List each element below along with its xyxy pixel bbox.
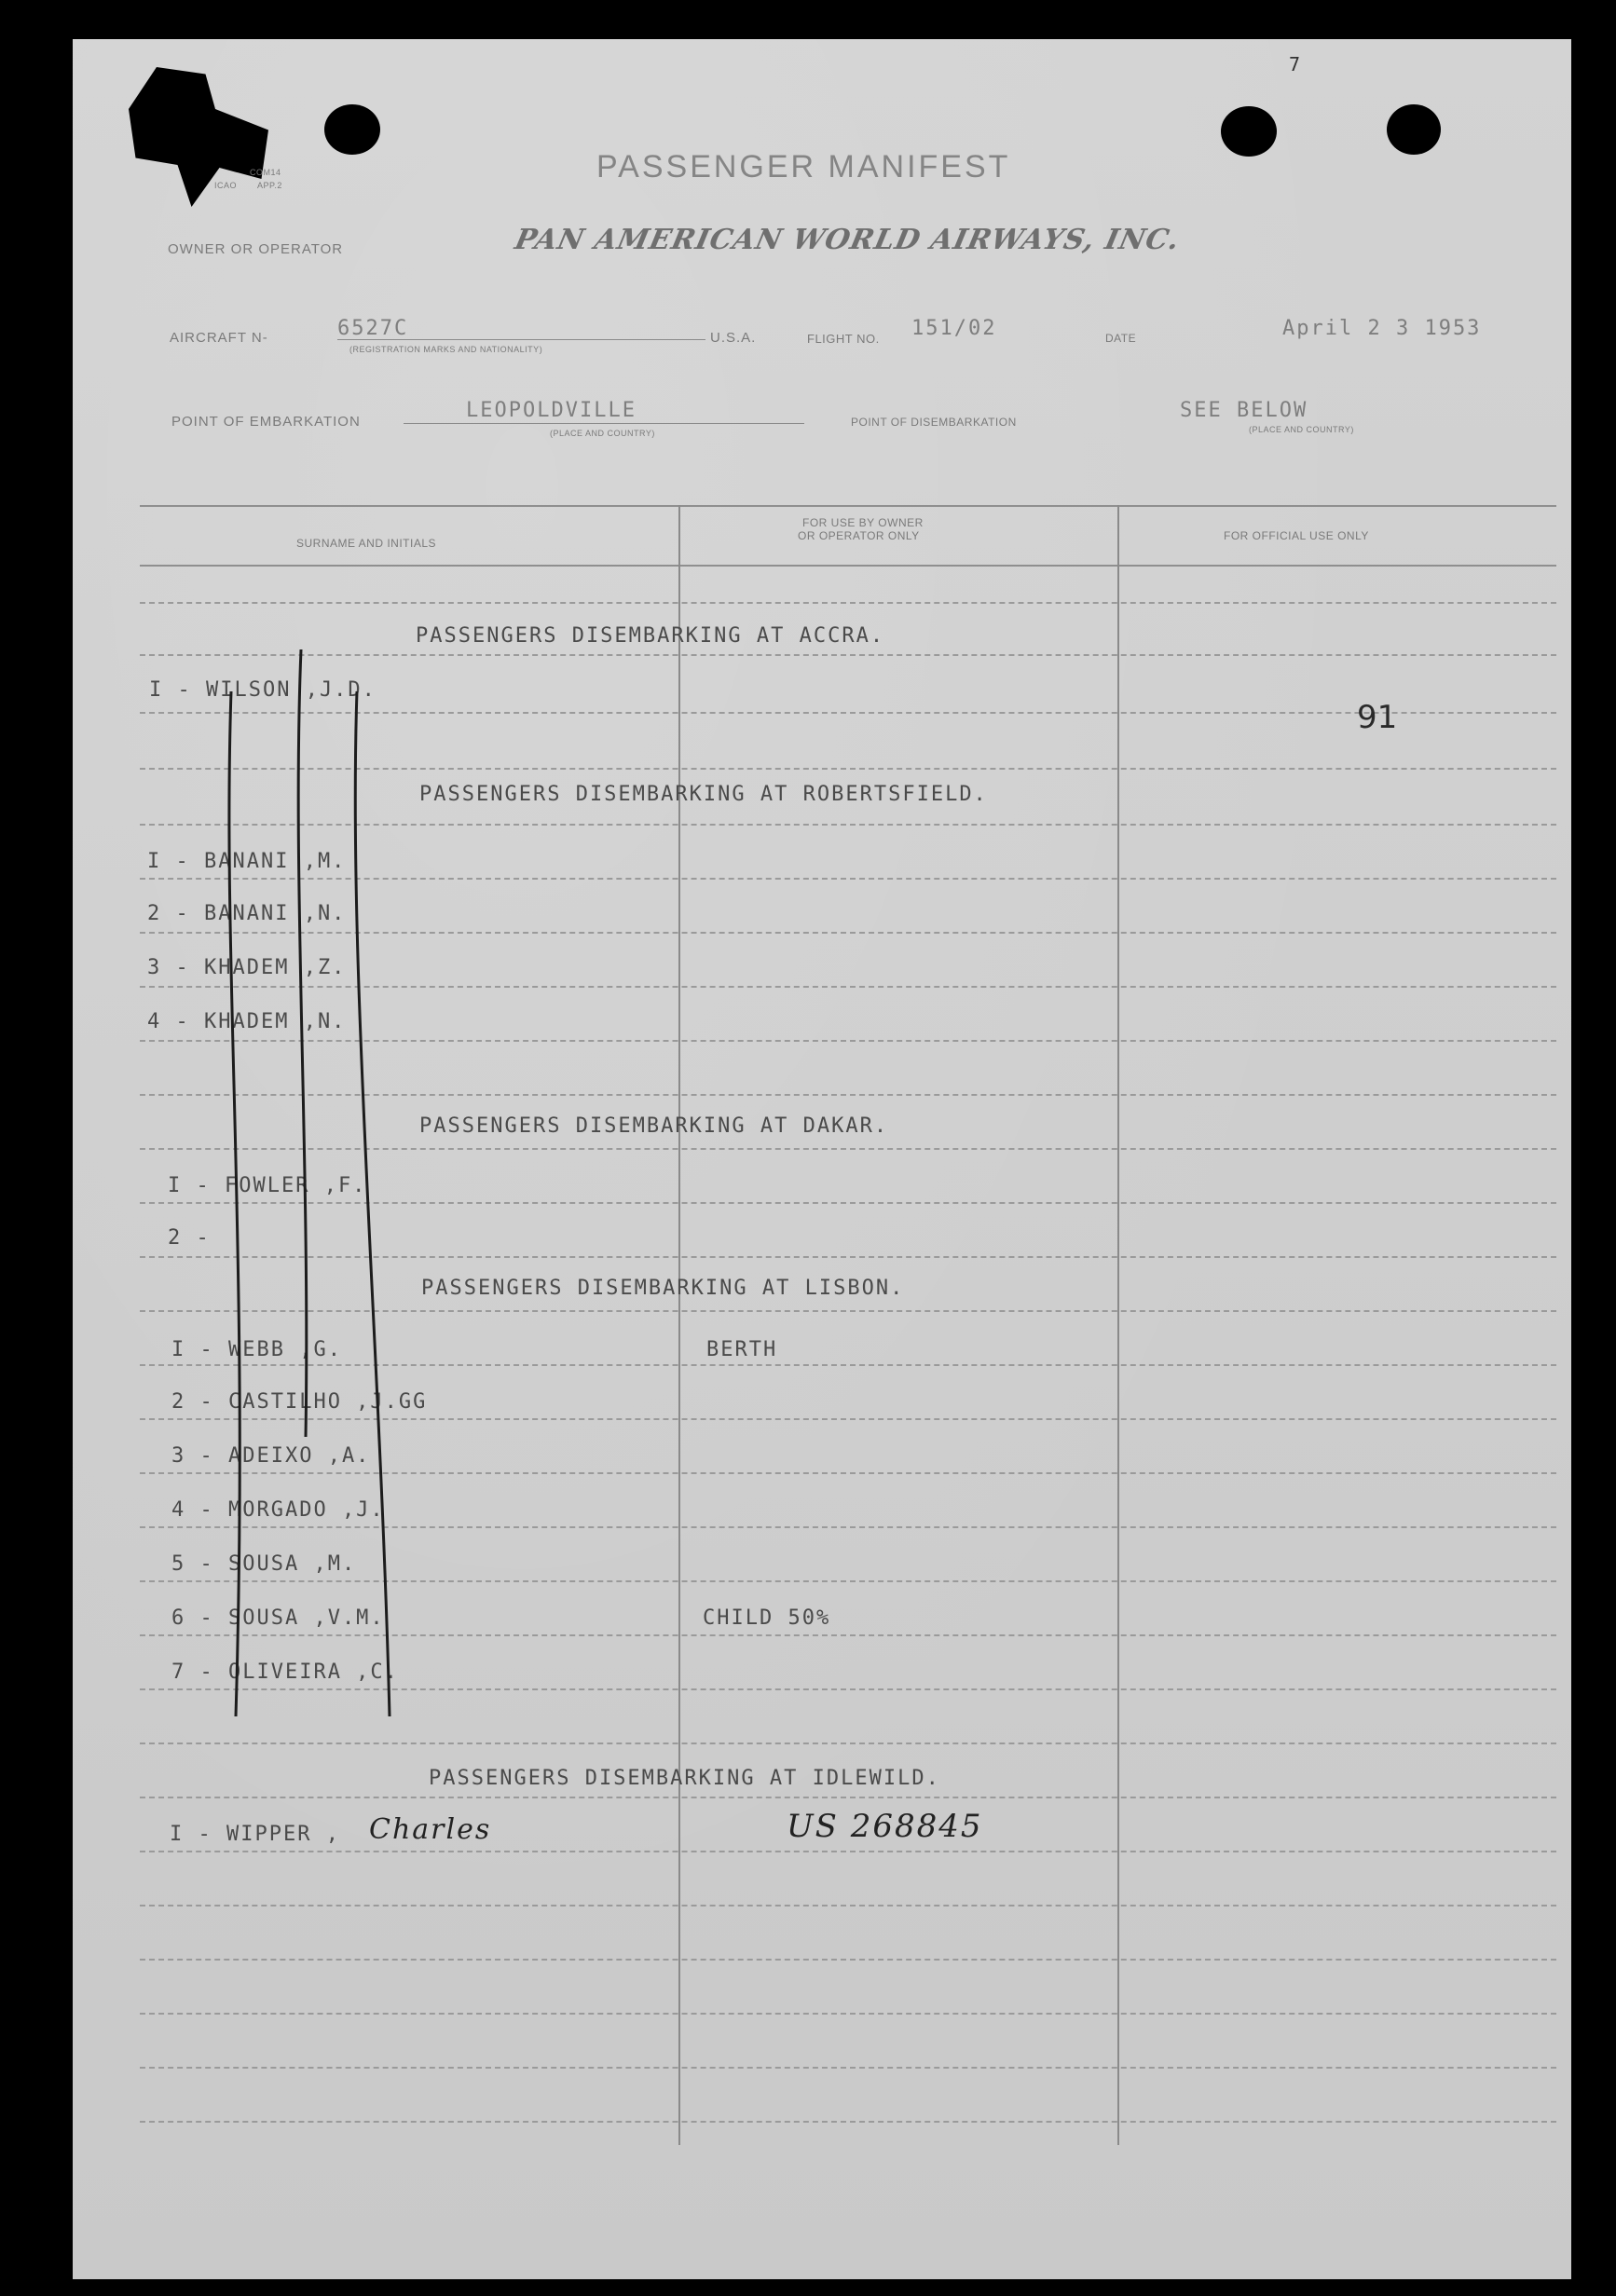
date-value: April 2 3 1953 bbox=[1282, 317, 1482, 340]
owner-use-header: FOR USE BY OWNER bbox=[802, 516, 924, 529]
passenger-note: BERTH bbox=[706, 1338, 778, 1361]
official-mark: 91 bbox=[1357, 699, 1398, 736]
page-title: PASSENGER MANIFEST bbox=[596, 149, 1011, 184]
section-heading-idlewild: PASSENGERS DISEMBARKING AT IDLEWILD. bbox=[429, 1767, 940, 1790]
passenger-entry: I - WIPPER , bbox=[170, 1823, 340, 1846]
passenger-entry: I - WILSON ,J.D. bbox=[149, 678, 377, 702]
flight-value: 151/02 bbox=[911, 317, 997, 340]
embarkation-caption: (PLACE AND COUNTRY) bbox=[550, 429, 655, 438]
operator-name: PAN AMERICAN WORLD AIRWAYS, INC. bbox=[512, 224, 1184, 256]
passenger-entry: 3 - KHADEM ,Z. bbox=[147, 956, 347, 979]
pen-strike-lines bbox=[73, 39, 1571, 2279]
aircraft-label: AIRCRAFT N- bbox=[170, 330, 268, 346]
manifest-page bbox=[73, 39, 1571, 2279]
passenger-entry: 2 - bbox=[168, 1226, 211, 1250]
flight-label: FLIGHT NO. bbox=[807, 332, 880, 346]
registration-caption: (REGISTRATION MARKS AND NATIONALITY) bbox=[349, 345, 543, 354]
handwritten-name: Charles bbox=[369, 1813, 492, 1846]
passenger-entry: 2 - BANANI ,N. bbox=[147, 902, 347, 925]
usa-label: U.S.A. bbox=[710, 330, 757, 346]
form-code: COM14 bbox=[250, 168, 281, 177]
section-heading-accra: PASSENGERS DISEMBARKING AT ACCRA. bbox=[416, 624, 885, 648]
passenger-entry: 6 - SOUSA ,V.M. bbox=[171, 1606, 385, 1630]
passenger-entry: 4 - MORGADO ,J. bbox=[171, 1498, 385, 1522]
page-mark: 7 bbox=[1289, 53, 1303, 75]
passenger-note: CHILD 50% bbox=[703, 1606, 831, 1630]
handwritten-note: US 268845 bbox=[787, 1808, 983, 1845]
form-code: ICAO bbox=[214, 181, 238, 190]
owner-label: OWNER OR OPERATOR bbox=[168, 241, 344, 257]
passenger-entry: 3 - ADEIXO ,A. bbox=[171, 1444, 371, 1468]
section-heading-dakar: PASSENGERS DISEMBARKING AT DAKAR. bbox=[419, 1114, 889, 1138]
surname-header: SURNAME AND INITIALS bbox=[296, 537, 437, 550]
disembarkation-caption: (PLACE AND COUNTRY) bbox=[1249, 425, 1354, 434]
official-header: FOR OFFICIAL USE ONLY bbox=[1224, 529, 1369, 542]
passenger-entry: I - WEBB ,G. bbox=[171, 1338, 342, 1361]
aircraft-value: 6527C bbox=[337, 317, 409, 340]
form-code: APP.2 bbox=[257, 181, 282, 190]
section-heading-lisbon: PASSENGERS DISEMBARKING AT LISBON. bbox=[421, 1277, 905, 1300]
embarkation-label: POINT OF EMBARKATION bbox=[171, 414, 361, 430]
passenger-entry: 7 - OLIVEIRA ,C. bbox=[171, 1660, 399, 1684]
passenger-entry: I - BANANI ,M. bbox=[147, 850, 347, 873]
owner-use-header: OR OPERATOR ONLY bbox=[798, 529, 920, 542]
date-label: DATE bbox=[1105, 332, 1137, 345]
passenger-entry: I - FOWLER ,F. bbox=[168, 1174, 367, 1197]
embarkation-value: LEOPOLDVILLE bbox=[466, 399, 637, 422]
passenger-entry: 2 - CASTILHO ,J.GG bbox=[171, 1390, 428, 1414]
passenger-entry: 5 - SOUSA ,M. bbox=[171, 1552, 357, 1576]
disembarkation-value: SEE BELOW bbox=[1180, 399, 1308, 422]
disembarkation-label: POINT OF DISEMBARKATION bbox=[851, 416, 1017, 429]
passenger-entry: 4 - KHADEM ,N. bbox=[147, 1010, 347, 1033]
section-heading-robertsfield: PASSENGERS DISEMBARKING AT ROBERTSFIELD. bbox=[419, 783, 988, 806]
